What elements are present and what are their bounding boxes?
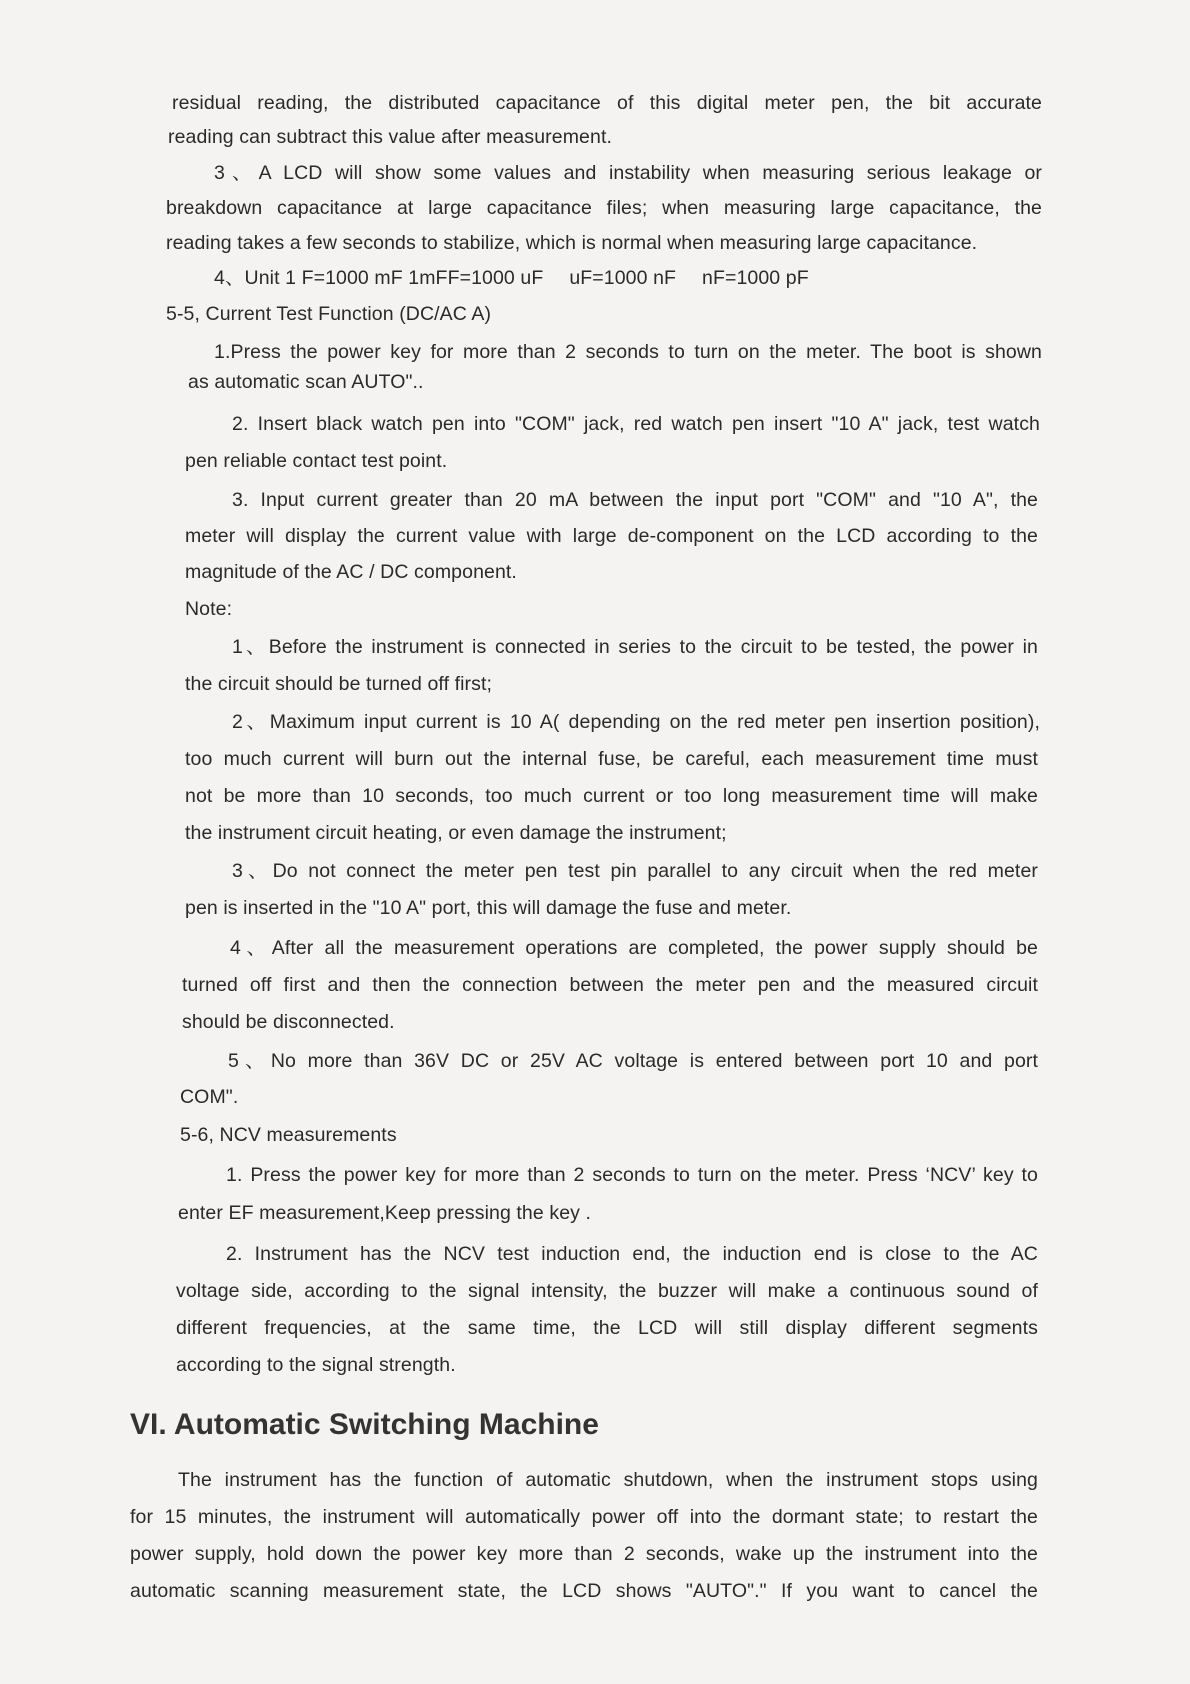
text-line: as automatic scan AUTO".. [188, 371, 424, 393]
unit-conversion-3: nF=1000 pF [702, 267, 809, 289]
text-line: pen is inserted in the "10 A" port, this will damage the fuse and meter. [185, 897, 792, 919]
section-heading-vi: VI. Automatic Switching Machine [130, 1408, 599, 1441]
text-line: breakdown capacitance at large capacitance files; when measuring large capacitance, the [166, 197, 1042, 219]
section-title-5-6: 5-6, NCV measurements [180, 1124, 397, 1146]
text-line: 2. Insert black watch pen into "COM" jack, red watch pen insert "10 A" jack, test watch [232, 413, 1040, 435]
text-line: not be more than 10 seconds, too much current or too long measurement time will make [185, 785, 1038, 807]
text-line: 5、No more than 36V DC or 25V AC voltage is entered between port 10 and port [228, 1050, 1038, 1072]
text-line: voltage side, according to the signal intensity, the buzzer will make a continuous sound of [176, 1280, 1038, 1302]
text-line: meter will display the current value with large de-component on the LCD according to the [185, 525, 1038, 547]
text-line: different frequencies, at the same time, the LCD will still display different segments [176, 1317, 1038, 1339]
text-line: the circuit should be turned off first; [185, 673, 493, 695]
text-line: 1. Press the power key for more than 2 seconds to turn on the meter. Press ‘NCV’ key to [226, 1164, 1038, 1186]
text-line: magnitude of the AC / DC component. [185, 561, 517, 583]
text-line: pen reliable contact test point. [185, 450, 448, 472]
text-line: for 15 minutes, the instrument will automatically power off into the dormant state; to restart the [130, 1506, 1038, 1528]
unit-conversion-1: 4、Unit 1 F=1000 mF 1mFF=1000 uF [214, 267, 544, 289]
unit-conversion-2: uF=1000 nF [569, 267, 677, 289]
text-line: enter EF measurement,Keep pressing the key . [178, 1202, 592, 1224]
text-line: 3、A LCD will show some values and instability when measuring serious leakage or [214, 162, 1042, 184]
text-line: automatic scanning measurement state, the LCD shows "AUTO"." If you want to cancel the [130, 1580, 1038, 1602]
text-line: according to the signal strength. [176, 1354, 456, 1376]
text-line: too much current will burn out the internal fuse, be careful, each measurement time must [185, 748, 1038, 770]
text-line: 1.Press the power key for more than 2 seconds to turn on the meter. The boot is shown [214, 341, 1042, 363]
text-line: the instrument circuit heating, or even damage the instrument; [185, 822, 727, 844]
text-line: reading takes a few seconds to stabilize, which is normal when measuring large capacitance. [166, 232, 978, 254]
text-line: should be disconnected. [182, 1011, 395, 1033]
text-line: power supply, hold down the power key more than 2 seconds, wake up the instrument into the [130, 1543, 1038, 1565]
text-line: COM". [180, 1086, 239, 1108]
text-line: The instrument has the function of automatic shutdown, when the instrument stops using [178, 1469, 1038, 1491]
text-line [214, 265, 809, 291]
note-label: Note: [185, 598, 233, 620]
text-line: 2、Maximum input current is 10 A( depending on the red meter pen insertion position), [232, 711, 1040, 733]
text-line: 1、Before the instrument is connected in series to the circuit to be tested, the power in [232, 636, 1038, 658]
text-line: turned off first and then the connection between the meter pen and the measured circuit [182, 974, 1038, 996]
text-line: residual reading, the distributed capacitance of this digital meter pen, the bit accurate [172, 92, 1042, 114]
text-line: 3、Do not connect the meter pen test pin parallel to any circuit when the red meter [232, 860, 1038, 882]
text-line: 2. Instrument has the NCV test induction end, the induction end is close to the AC [226, 1243, 1038, 1265]
text-line: reading can subtract this value after measurement. [168, 126, 612, 148]
text-line: 4、After all the measurement operations are completed, the power supply should be [230, 937, 1038, 959]
section-title-5-5: 5-5, Current Test Function (DC/AC A) [166, 303, 492, 325]
text-line: 3. Input current greater than 20 mA between the input port "COM" and "10 A", the [232, 489, 1038, 511]
